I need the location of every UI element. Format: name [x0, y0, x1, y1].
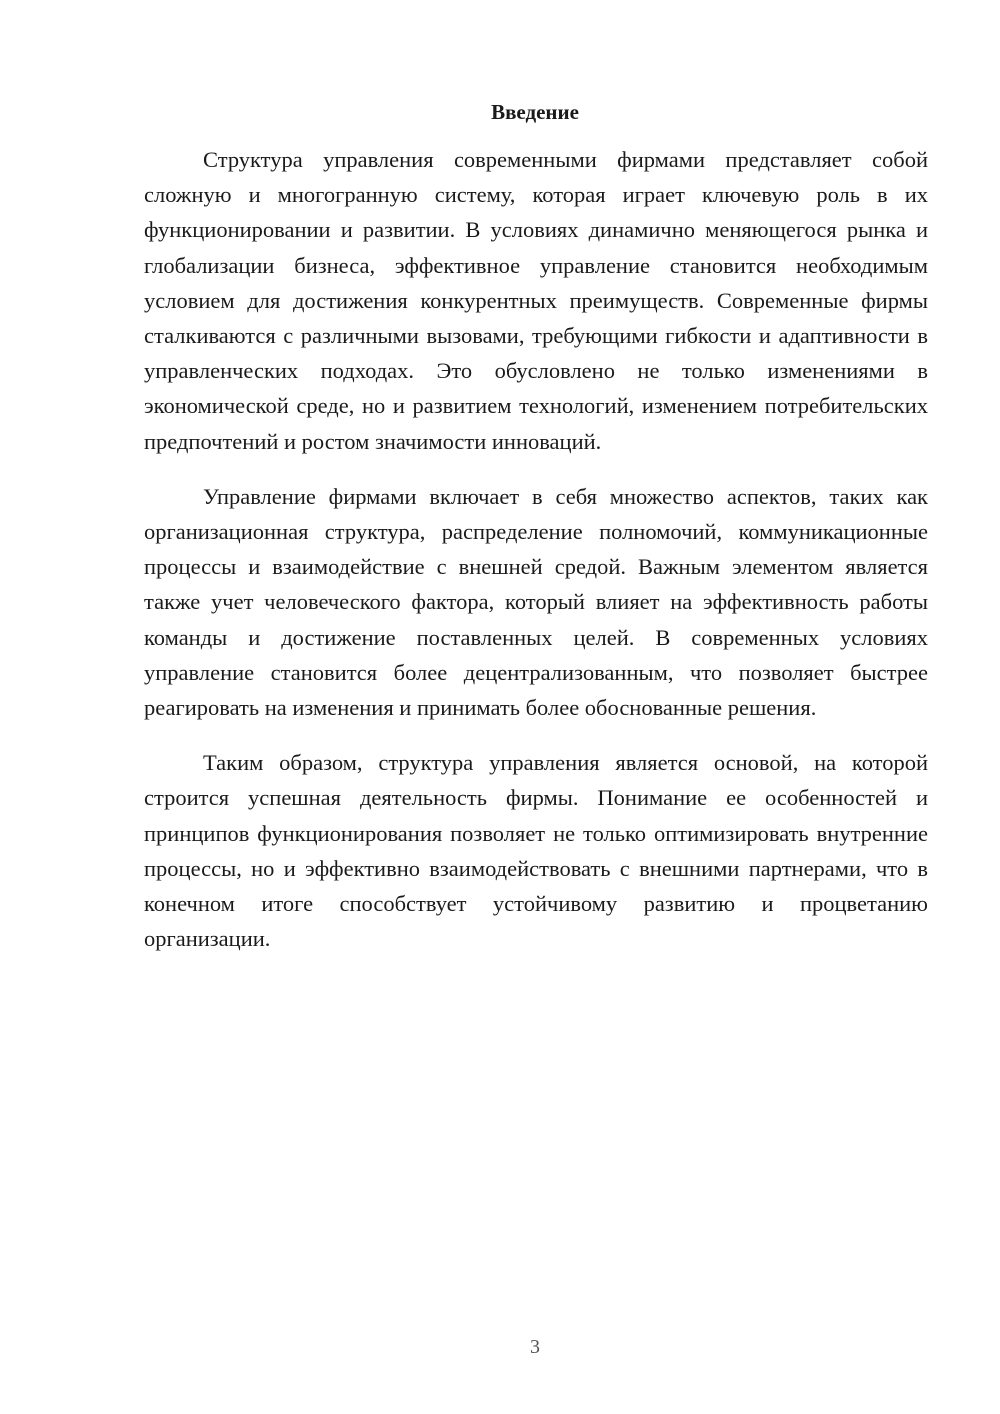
page-number: 3	[530, 1336, 540, 1358]
section-heading: Введение	[491, 100, 579, 124]
paragraph-2: Управление фирмами включает в себя множество аспектов, таких как организационная структура, распределение полномочий, коммуникационные процессы и взаимодействие с внешней средой. Важным элементом является также учет человеческого фактора, который влияет на эффективность работы команды и достижение поставленных целей. В современных условиях управление становится более децентрализованным, что позволяет быстрее реагировать на изменения и принимать более обоснованные решения.	[144, 483, 928, 721]
paragraph-3: Таким образом, структура управления является основой, на которой строится успешная деятельность фирмы. Понимание ее особенностей и принципов функционирования позволяет не только оптимизировать внутренние процессы, но и эффективно взаимодействовать с внешними партнерами, что в конечном итоге способствует устойчивому развитию и процветанию организации.	[144, 750, 928, 952]
body-text	[144, 142, 928, 976]
paragraph-1: Структура управления современными фирмами представляет собой сложную и многогранную систему, которая играет ключевую роль в их функционировании и развитии. В условиях динамично меняющегося рынка и глобализации бизнеса, эффективное управление становится необходимым условием для достижения конкурентных преимуществ. Современные фирмы сталкиваются с различными вызовами, требующими гибкости и адаптивности в управленческих подходах. Это обусловлено не только изменениями в экономической среде, но и развитием технологий, изменением потребительских предпочтений и ростом значимости инноваций.	[144, 147, 928, 454]
